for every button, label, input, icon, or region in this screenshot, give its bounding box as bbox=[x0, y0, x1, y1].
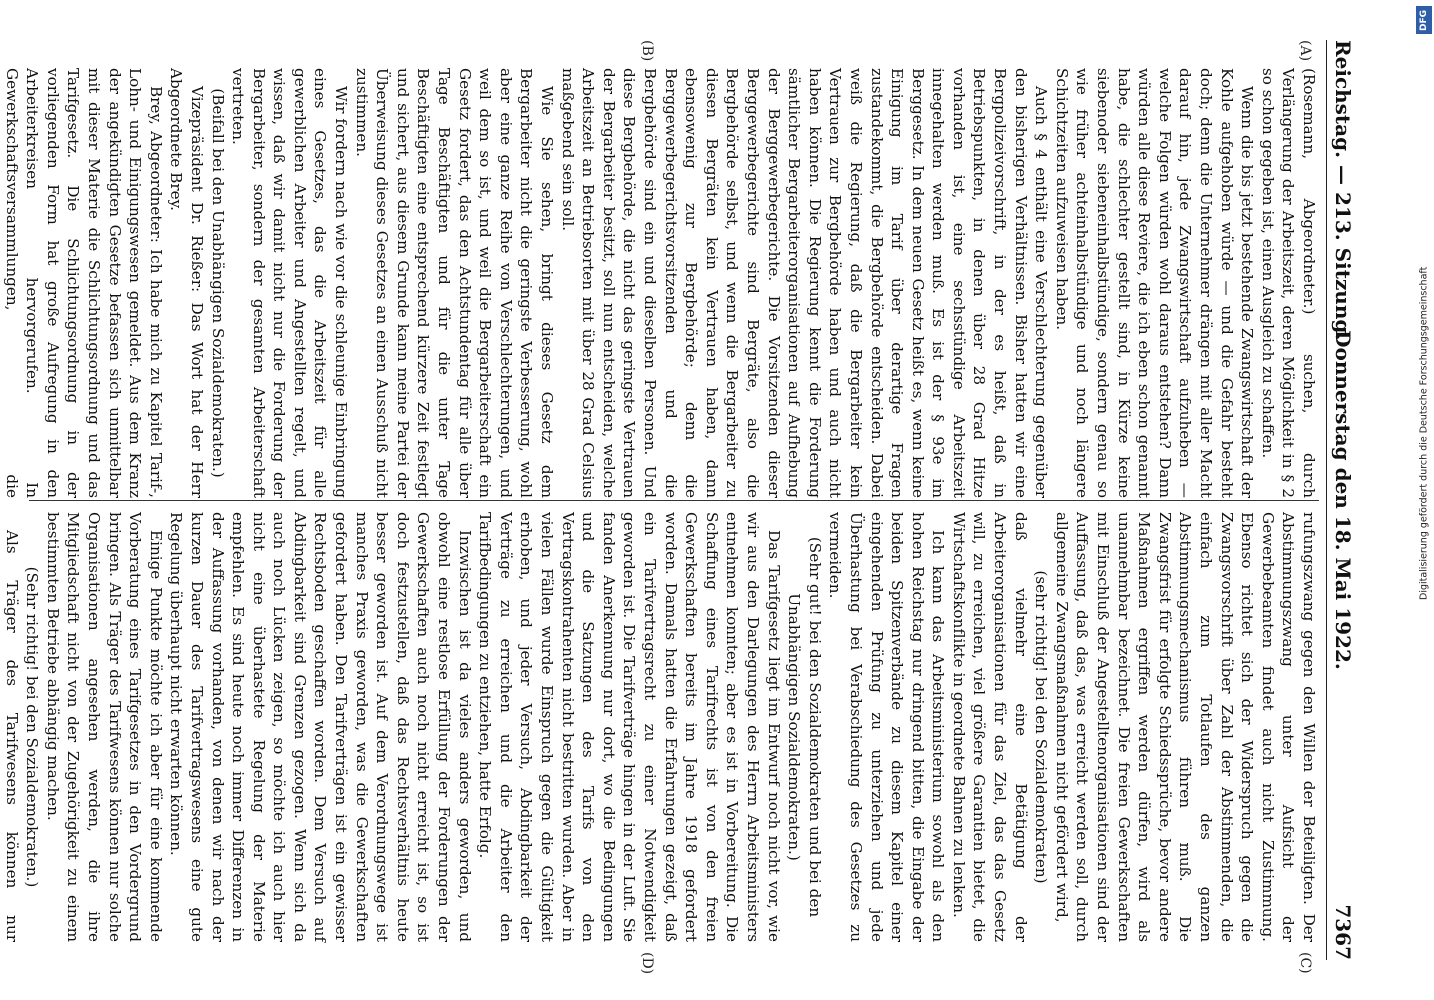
margin-marker-b: (B) bbox=[639, 40, 655, 62]
header-date: Donnerstag den 18. Mai 1922. bbox=[1331, 330, 1355, 670]
left-column bbox=[2, 68, 1319, 498]
paragraph: Wie Sie sehen, bringt dieses Gesetz dem Bergarbeiter nicht die geringste Verbesserung, wohl aber eine ganze Reihe von Verschlechterungen, und weil dem so ist, und weil die Bergarbeiterschaft ein Gesetz fordert, das den Achtstundentag für alle über Tage Beschäftigten und für die unter Tage Beschäftigten eine entsprechend kürzere Zeit festlegt und sichert, aus diesem Grunde kann meine Partei der Überweisung dieses Gesetzes an einen Ausschuß nicht zustimmen. bbox=[352, 68, 557, 498]
header-session: Reichstag. — 213. Sitzung. bbox=[1331, 40, 1355, 341]
page-header bbox=[1326, 40, 1357, 960]
paragraph: daß vielmehr eine Betätigung der Arbeiterorganisationen für das Ziel, das das Gesetz will, zu erreichen, viel größere Garantien bietet, die Wirtschaftskonflikte in geordnete Bahnen zu lenken. bbox=[949, 512, 1030, 942]
paragraph: Als Träger des Tarifwesens können nur bbox=[2, 530, 21, 942]
paragraph: Inzwischen ist da vieles anders geworden, und obwohl eine restlose Erfüllung der Forderungen der Gewerkschaften auch noch nicht erreicht ist, so ist doch festzustellen, daß das Rechtsverhältnis heute besser geworden ist. Auf dem Verordnungswege ist manches Praxis geworden, was die Gewerkschaften gefordert haben. Den Tarifverträgen ist ein gewisser Rechtsboden geschaffen worden. Dem Versuch auf Abdingbarkeit sind Grenzen gezogen. Wenn sich da auch noch Lücken zeigen, so möchte ich auch hier nicht eine überhastete Regelung der Materie empfehlen. Es sind heute noch immer Differenzen in der Auffassung vorhanden, von denen wir nach der kurzen Dauer des Tarifvertragswesens eine gute Regelung überhaupt nicht erwarten können. bbox=[167, 512, 474, 942]
interjection: (Beifall bei den Unabhängigen Sozialdemokraten.) bbox=[208, 88, 227, 478]
paragraph: Ich kann das Arbeitsministerium sowohl als den hohen Reichstag nur dringend bitten, die Eingabe der beiden Spitzenverbände zu diesem Kapitel einer eingehenden Prüfung zu unterziehen und jede Überhastung bei Verabschiedung des Gesetzes zu vermeiden. bbox=[826, 512, 948, 942]
margin-marker-c: (C) bbox=[1297, 952, 1313, 974]
paragraph: rufungszwang gegen den Willen der Beteiligten. Der Abstimmungszwang unter Aufsicht der Gewerbebeamten findet auch nicht Zustimmung. Ebenso richtet sich der Widerspruch gegen die Zwangsvorschrift über Zahl der Abstimmenden, die einfach zum Totlaufen des ganzen Abstimmungsmechanismus führen muß. Die Zwangsfrist für erfolgte Schiedssprüche, bevor andere Maßnahmen ergriffen werden dürfen, wird als unannehmbar bezeichnet. Die freien Gewerkschaften mit Einschluß der Angestelltenorganisationen sind der Auffassung, daß das, was erreicht werden soll, durch allgemeine Zwangsmaßnahmen nicht gefördert wird, bbox=[1052, 512, 1318, 942]
paragraph: Wir fordern nach wie vor die schleunige Einbringung eines Gesetzes, das die Arbeitszeit für alle gewerblichen Arbeiter und Angestellten regelt, und wissen, daß wir damit nicht nur die Forderung der Bergarbeiter, sondern der gesamten Arbeiterschaft vertreten. bbox=[229, 68, 351, 498]
interjection: (Sehr richtig! bei den Sozialdemokraten.) bbox=[23, 566, 42, 888]
margin-marker-a: (A) bbox=[1297, 40, 1313, 62]
speaker-note: Vizepräsident Dr. Rießer: Das Wort hat der Herr Abgeordnete Brey. bbox=[167, 68, 206, 498]
column-divider bbox=[29, 500, 1319, 501]
paragraph: Brey, Abgeordneter: Ich habe mich zu Kapitel Tarif-, Lohn- und Einigungswesen gemeldet. Aus dem Kranz der angekündigten Gesetze befassen sich unmittelbar mit dieser Materie die Schlichtungsordnung und das Tarifgesetz. Die Schlichtungsordnung in der vorliegenden Form hat große Aufregung in den Arbeiterkreisen hervorgerufen. In Gewerkschaftsversammlungen, die bbox=[2, 68, 165, 498]
paragraph: Auch § 4 enthält eine Verschlechterung gegenüber den bisherigen Verhältnissen. Bisher hatten wir eine Bergpolizeivorschrift, in der es heißt, daß in Betriebspunkten, in denen über 28 Grad Hitze vorhanden ist, eine sechsstündige Arbeitszeit innegehalten werden muß. Es ist der § 93e im Berggesetz. In dem neuen Gesetz heißt es, wenn keine Einigung im Tarif über derartige Fragen zustandekommt, die Bergbehörde entscheiden. Dabei weiß die Regierung, daß die Bergarbeiter kein Vertrauen zur Bergbehörde haben und auch nicht haben können. Die Regierung kennt die Forderung sämtlicher Bergarbeiterorganisationen auf Aufhebung der Berggewerbegerichte. Die Vorsitzenden dieser Berggewerbegerichte sind Bergräte, also die Bergbehörde selbst, und wenn die Bergarbeiter zu diesen Bergräten kein Vertrauen haben, dann ebensowenig zur Bergbehörde; denn die Berggewerbegerichtsvorsitzenden und die Bergbehörde sind ein und dieselben Personen. Und diese Bergbehörde, die nicht das geringste Vertrauen der Bergarbeiter besitzt, soll nun entscheiden, welche Arbeitszeit an Betriebsorten mit über 28 Grad Celsius maßgebend sein soll. bbox=[558, 68, 1051, 498]
interjection: (Sehr gut! bei den Sozialdemokraten und bei den Unabhängigen Sozialdemokraten.) bbox=[785, 536, 824, 918]
digitization-note: Digitalisierung gefördert durch die Deutsche Forschungsgemeinschaft bbox=[1418, 266, 1430, 600]
paragraph: Wenn die bis jetzt bestehende Zwangswirtschaft der Kohle aufgehoben würde — und die Gefahr besteht doch; denn die Unternehmer drängen mit aller Macht darauf hin, jede Zwangswirtschaft aufzuheben — welche Folgen würden wohl daraus entstehen? Dann würden alle diese Reviere, die ich eben schon genannt habe, die schlechter gestellt sind, in Kürze keine siebenoder siebeneinhalbstündige, sondern genau so wie früher achteinhalbstündige und noch längere Schichtzeiten aufzuweisen haben. bbox=[1052, 68, 1257, 498]
paragraph: Einige Punkte möchte ich aber für eine kommende Vorberatung eines Tarifgesetzes in den Vordergrund bringen. Als Träger des Tarifwesens können nur solche Organisationen angesehen werden, die ihre Mitgliedschaft nicht von der Zugehörigkeit zu einem bestimmten Betriebe abhängig machen. bbox=[43, 512, 165, 942]
paragraph: Das Tarifgesetz liegt im Entwurf noch nicht vor, wie wir aus den Darlegungen des Herrn Arbeitsministers entnehmen konnten; aber es ist in Vorbereitung. Die Schaffung eines Tarifrechts ist von den freien Gewerkschaften bereits im Jahre 1918 gefordert worden. Damals hatten die Erfahrungen gezeigt, daß ein Tarifvertragsrecht zu einer Notwendigkeit geworden ist. Die Tarifverträge hingen in der Luft. Sie fanden Anerkennung nur dort, wo die Bedingungen und die Satzungen des Tarifs von den Vertragskontrahenten nicht bestritten wurden. Aber in vielen Fällen wurde Einspruch gegen die Gültigkeit erhoben, und jeder Versuch, Abdingbarkeit der Verträge zu erreichen und die Arbeiter den Tarifbedingungen zu entziehen, hatte Erfolg. bbox=[476, 512, 783, 942]
page-number: 7367 bbox=[1331, 904, 1355, 960]
right-column bbox=[2, 512, 1319, 942]
interjection: (sehr richtig! bei den Sozialdemokraten) bbox=[1032, 570, 1051, 884]
margin-marker-d: (D) bbox=[639, 952, 655, 975]
dfg-logo: DFG bbox=[1416, 6, 1432, 34]
paragraph: (Rosemann, Abgeordneter.) suchen, durch Verlängerung der Arbeitszeit, deren Möglichkeit in § 2 so schon gegeben ist, einen Ausgleich zu schaffen. bbox=[1258, 68, 1318, 498]
